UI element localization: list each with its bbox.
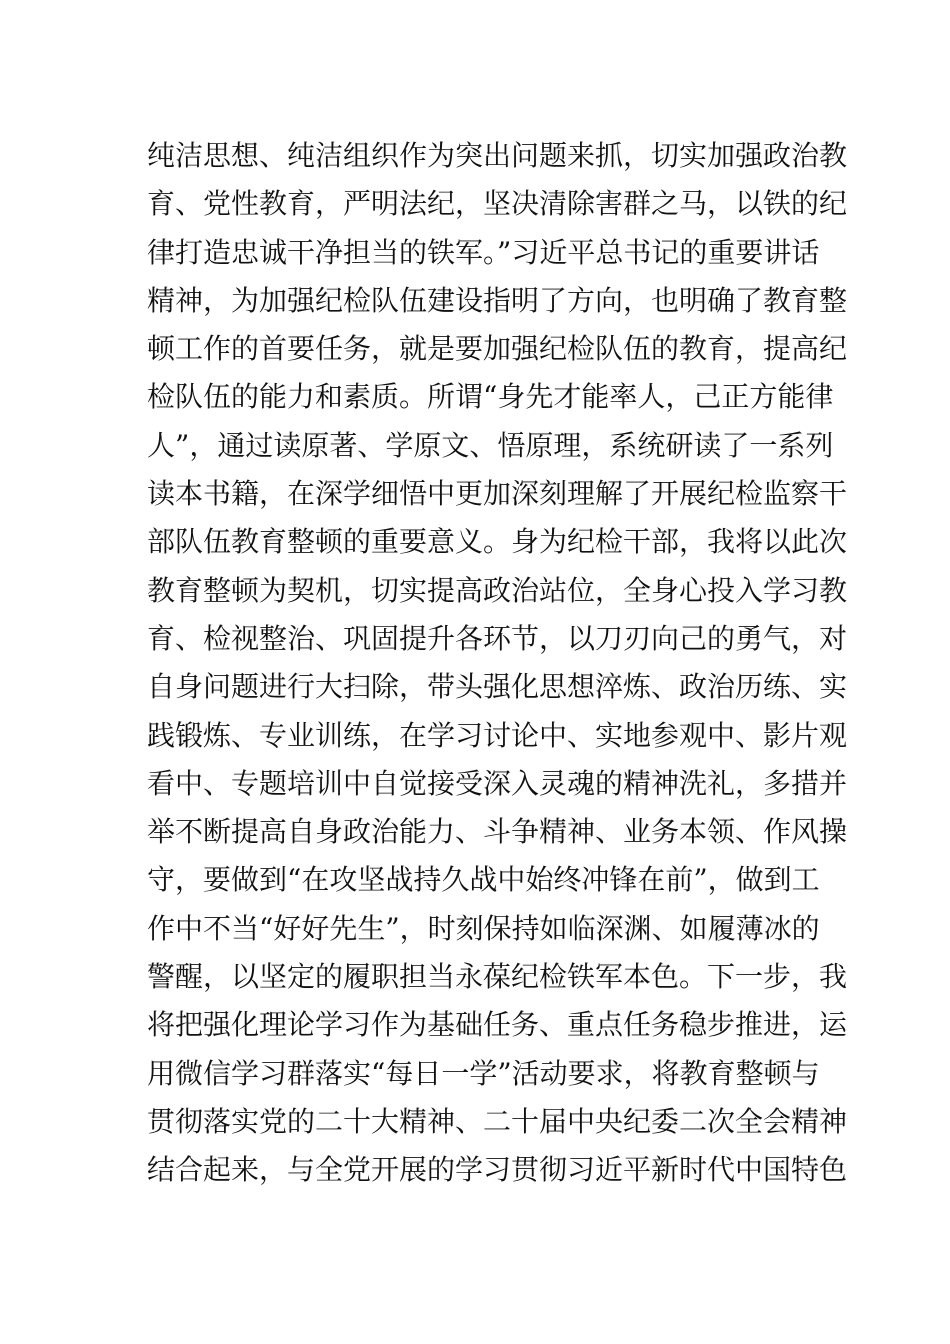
text-line: 看中、专题培训中自觉接受深入灵魂的精神洗礼，多措并 <box>147 766 848 800</box>
text-line: 将把强化理论学习作为基础任务、重点任务稳步推进，运 <box>147 1008 848 1042</box>
text-line: 人”，通过读原著、学原文、悟原理，系统研读了一系列 <box>147 428 834 462</box>
text-line: 作中不当“好好先生”，时刻保持如临深渊、如履薄冰的 <box>147 911 820 945</box>
text-line: 育、检视整治、巩固提升各环节，以刀刃向己的勇气，对 <box>147 621 848 655</box>
text-line: 纯洁思想、纯洁组织作为突出问题来抓，切实加强政治教 <box>147 139 848 172</box>
text-line: 结合起来，与全党开展的学习贯彻习近平新时代中国特色 <box>147 1153 848 1187</box>
text-line: 顿工作的首要任务，就是要加强纪检队伍的教育，提高纪 <box>147 332 848 366</box>
text-line: 读本书籍，在深学细悟中更加深刻理解了开展纪检监察干 <box>147 477 848 511</box>
text-line: 律打造忠诚干净担当的铁军。”习近平总书记的重要讲话 <box>147 235 820 269</box>
text-line: 育、党性教育，严明法纪，坚决清除害群之马，以铁的纪 <box>147 187 848 221</box>
text-line: 举不断提高自身政治能力、斗争精神、业务本领、作风操 <box>147 815 848 849</box>
text-line: 教育整顿为契机，切实提高政治站位，全身心投入学习教 <box>147 573 848 607</box>
text-line: 用微信学习群落实“每日一学”活动要求，将教育整顿与 <box>147 1056 820 1090</box>
text-line: 精神，为加强纪检队伍建设指明了方向，也明确了教育整 <box>147 283 848 317</box>
text-line: 贯彻落实党的二十大精神、二十届中央纪委二次全会精神 <box>147 1104 848 1138</box>
text-line: 守，要做到“在攻坚战持久战中始终冲锋在前”，做到工 <box>147 863 820 897</box>
text-line: 自身问题进行大扫除，带头强化思想淬炼、政治历练、实 <box>147 670 848 704</box>
body-text <box>147 132 848 1195</box>
text-line: 践锻炼、专业训练，在学习讨论中、实地参观中、影片观 <box>147 718 848 752</box>
text-line: 警醒，以坚定的履职担当永葆纪检铁军本色。下一步，我 <box>147 960 848 994</box>
text-line: 检队伍的能力和素质。所谓“身先才能率人，己正方能律 <box>147 380 834 414</box>
text-line: 部队伍教育整顿的重要意义。身为纪检干部，我将以此次 <box>147 525 848 559</box>
